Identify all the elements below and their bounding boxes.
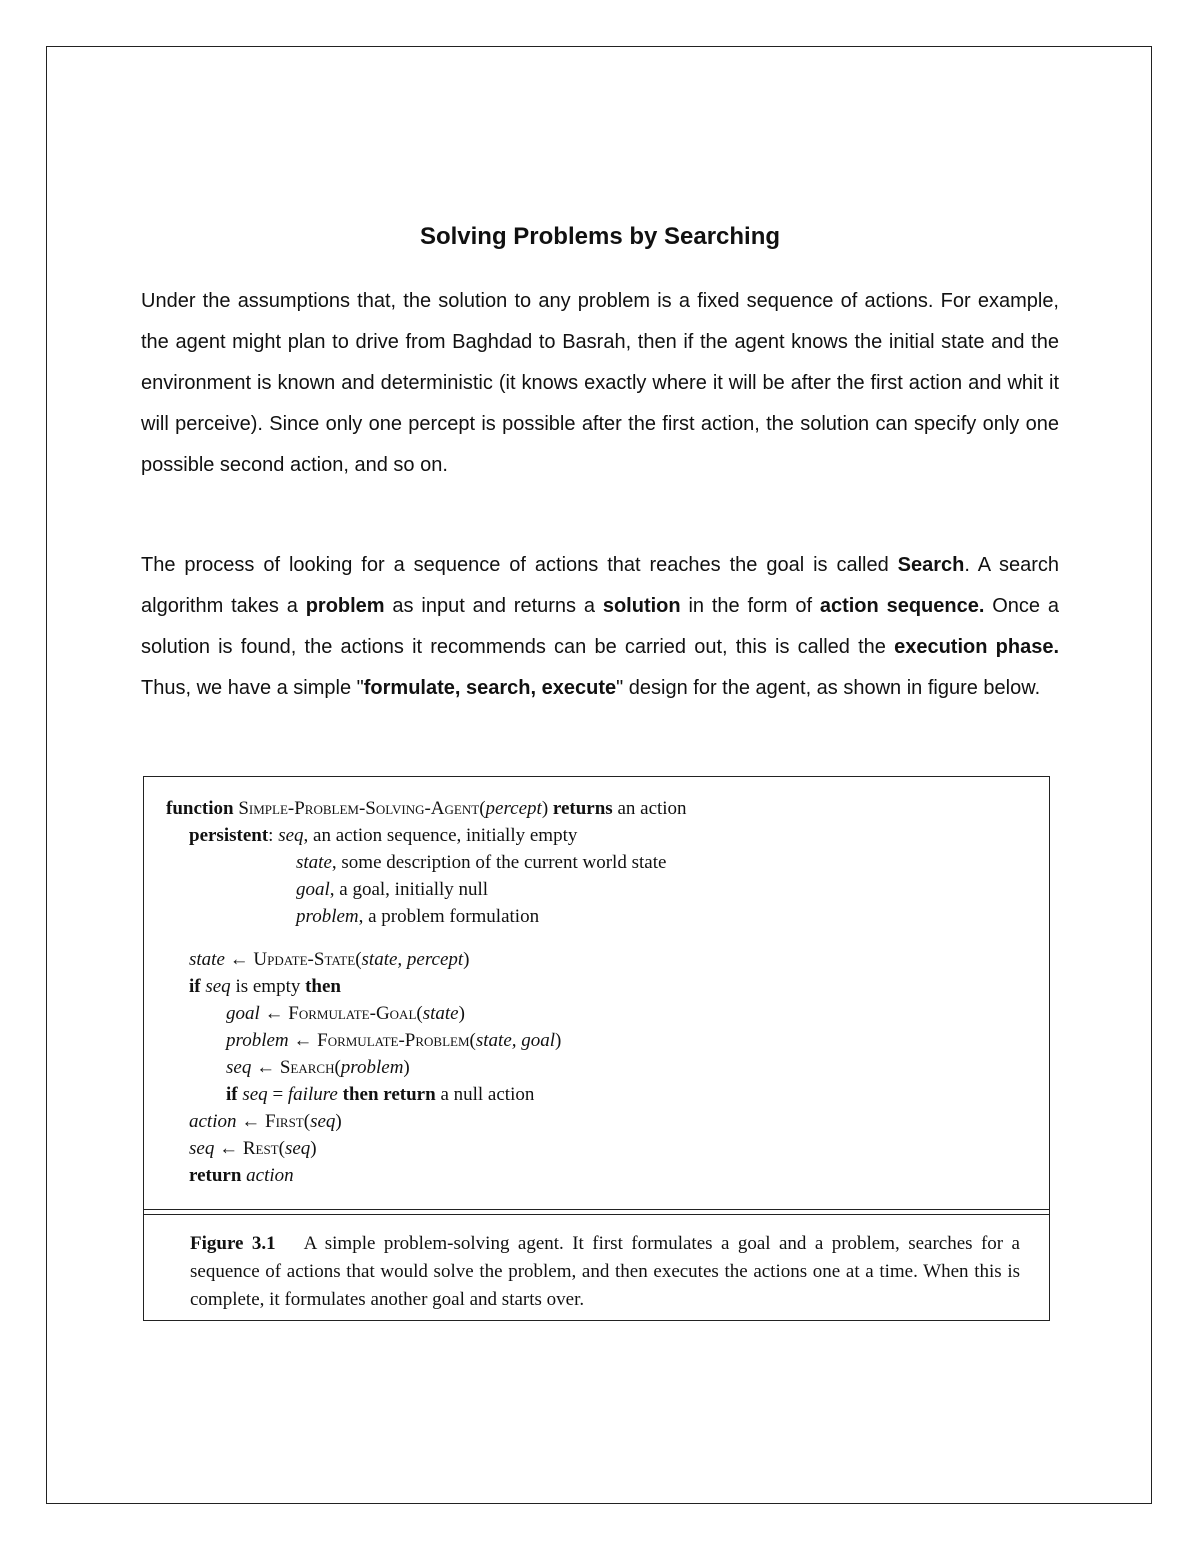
algo-line-formulate-goal — [226, 1002, 465, 1026]
var-action: action — [189, 1111, 237, 1132]
goal-description: , a goal, initially null — [329, 879, 489, 900]
function-name: Simple-Problem-Solving-Agent — [238, 798, 480, 819]
var-seq: seq — [242, 1084, 268, 1105]
paren-open: ( — [303, 1111, 311, 1132]
null-action-text: a null action — [440, 1084, 535, 1105]
var-action: action — [246, 1165, 294, 1186]
colon: : — [268, 825, 274, 846]
p2-text-6: Thus, we have a simple " — [141, 677, 364, 699]
algo-line-if-empty — [189, 975, 341, 999]
var-seq: seq — [205, 976, 231, 997]
page-title: Solving Problems by Searching — [419, 223, 781, 250]
paren-close: ) — [335, 1111, 342, 1132]
p2-text-7: " design for the agent, as shown in figure below. — [616, 677, 1041, 699]
keyword-then-return: then return — [342, 1084, 436, 1105]
arrow: ← — [224, 949, 254, 970]
args: problem — [340, 1057, 404, 1078]
caption-text: A simple problem-solving agent. It first formulates a goal and a problem, searches for a sequence of actions that would solve the problem, and then executes the actions one at a time. When this is complete, it formulates another goal and starts over. — [190, 1233, 1020, 1310]
arrow: ← — [251, 1057, 280, 1078]
keyword-then: then — [305, 976, 342, 997]
algo-line-function — [166, 797, 687, 821]
var-goal: goal — [296, 879, 330, 900]
fn-search: Search — [279, 1057, 335, 1078]
args: seq — [310, 1111, 336, 1132]
algo-line-rest — [189, 1137, 317, 1161]
arrow: ← — [236, 1111, 265, 1132]
algo-line-formulate-problem — [226, 1029, 561, 1053]
keyword-returns: returns — [552, 798, 613, 819]
algo-line-state-desc — [296, 851, 666, 875]
term-solution: solution — [602, 595, 681, 617]
var-state: state — [296, 852, 332, 873]
args: state, percept — [361, 949, 464, 970]
keyword-if: if — [189, 976, 201, 997]
term-problem: problem — [305, 595, 385, 617]
paren-close: ) — [458, 1003, 465, 1024]
algo-line-goal-desc — [296, 878, 488, 902]
state-description: , some description of the current world state — [331, 852, 667, 873]
fn-update-state: Update-State — [253, 949, 356, 970]
term-search: Search — [897, 554, 965, 576]
equals: = — [267, 1084, 288, 1105]
var-problem: problem — [296, 906, 359, 927]
var-state: state — [189, 949, 225, 970]
problem-description: , a problem formulation — [358, 906, 540, 927]
algo-line-persistent — [189, 824, 577, 848]
p2-text-2: . A search algorithm takes a — [141, 554, 1059, 617]
keyword-function: function — [166, 798, 234, 819]
seq-description: , an action sequence, initially empty — [303, 825, 578, 846]
paren-open: ( — [469, 1030, 476, 1051]
val-failure: failure — [287, 1084, 338, 1105]
var-seq: seq — [189, 1138, 215, 1159]
var-seq: seq — [278, 825, 304, 846]
paren-close: ) — [541, 798, 549, 819]
keyword-if: if — [226, 1084, 238, 1105]
fn-first: First — [265, 1111, 304, 1132]
fn-rest: Rest — [242, 1138, 279, 1159]
algo-line-search — [226, 1056, 410, 1080]
p2-text-3: as input and returns a — [384, 595, 603, 617]
fn-formulate-goal: Formulate-Goal — [288, 1003, 417, 1024]
term-execution-phase: execution phase. — [894, 636, 1059, 658]
paren-open: ( — [355, 949, 362, 970]
algo-line-if-failure — [226, 1083, 534, 1107]
paren-open: ( — [278, 1138, 285, 1159]
term-formulate-search-execute: formulate, search, execute — [363, 677, 617, 699]
algorithm-figure — [143, 776, 1050, 1321]
p2-text-5: Once a solution is found, the actions it recommends can be carried out, this is called the — [141, 595, 1060, 658]
returns-text: an action — [617, 798, 687, 819]
paren-close: ) — [463, 949, 470, 970]
var-seq: seq — [226, 1057, 252, 1078]
p2-text-4: in the form of — [680, 595, 820, 617]
arrow: ← — [214, 1138, 243, 1159]
paren-open: ( — [334, 1057, 341, 1078]
var-goal: goal — [226, 1003, 260, 1024]
fn-formulate-problem: Formulate-Problem — [317, 1030, 470, 1051]
paren-close: ) — [403, 1057, 410, 1078]
arrow: ← — [288, 1030, 318, 1051]
figure-caption — [190, 1230, 1020, 1314]
algo-line-update-state — [189, 948, 470, 972]
paragraph-search — [141, 545, 1059, 709]
paren-open: ( — [416, 1003, 423, 1024]
keyword-persistent: persistent — [189, 825, 269, 846]
figure-label: Figure 3.1 — [190, 1233, 276, 1254]
arrow: ← — [259, 1003, 289, 1024]
algo-line-first — [189, 1110, 342, 1134]
term-action-sequence: action sequence. — [819, 595, 985, 617]
figure-divider — [144, 1209, 1049, 1215]
is-empty-text: is empty — [235, 976, 301, 997]
arg-percept: percept — [485, 798, 542, 819]
algo-line-return — [189, 1164, 294, 1188]
var-problem: problem — [226, 1030, 289, 1051]
paragraph-intro: Under the assumptions that, the solution to any problem is a fixed sequence of actions. For example, the agent might plan to drive from Baghdad to Basrah, then if the agent knows the initial state and the environment is known and deterministic (it knows exactly where it will be after the first action and whit it will perceive). Since only one percept is possible after the first action, the solution can specify only one possible second action, and so on. — [141, 290, 1059, 476]
paren-close: ) — [555, 1030, 562, 1051]
args: seq — [284, 1138, 311, 1159]
paren-open: ( — [479, 798, 486, 819]
keyword-return: return — [189, 1165, 242, 1186]
paren-close: ) — [310, 1138, 317, 1159]
args: state, goal — [475, 1030, 556, 1051]
args: state — [422, 1003, 459, 1024]
algo-line-problem-desc — [296, 905, 539, 929]
p2-text-1: The process of looking for a sequence of actions that reaches the goal is called — [141, 554, 898, 576]
